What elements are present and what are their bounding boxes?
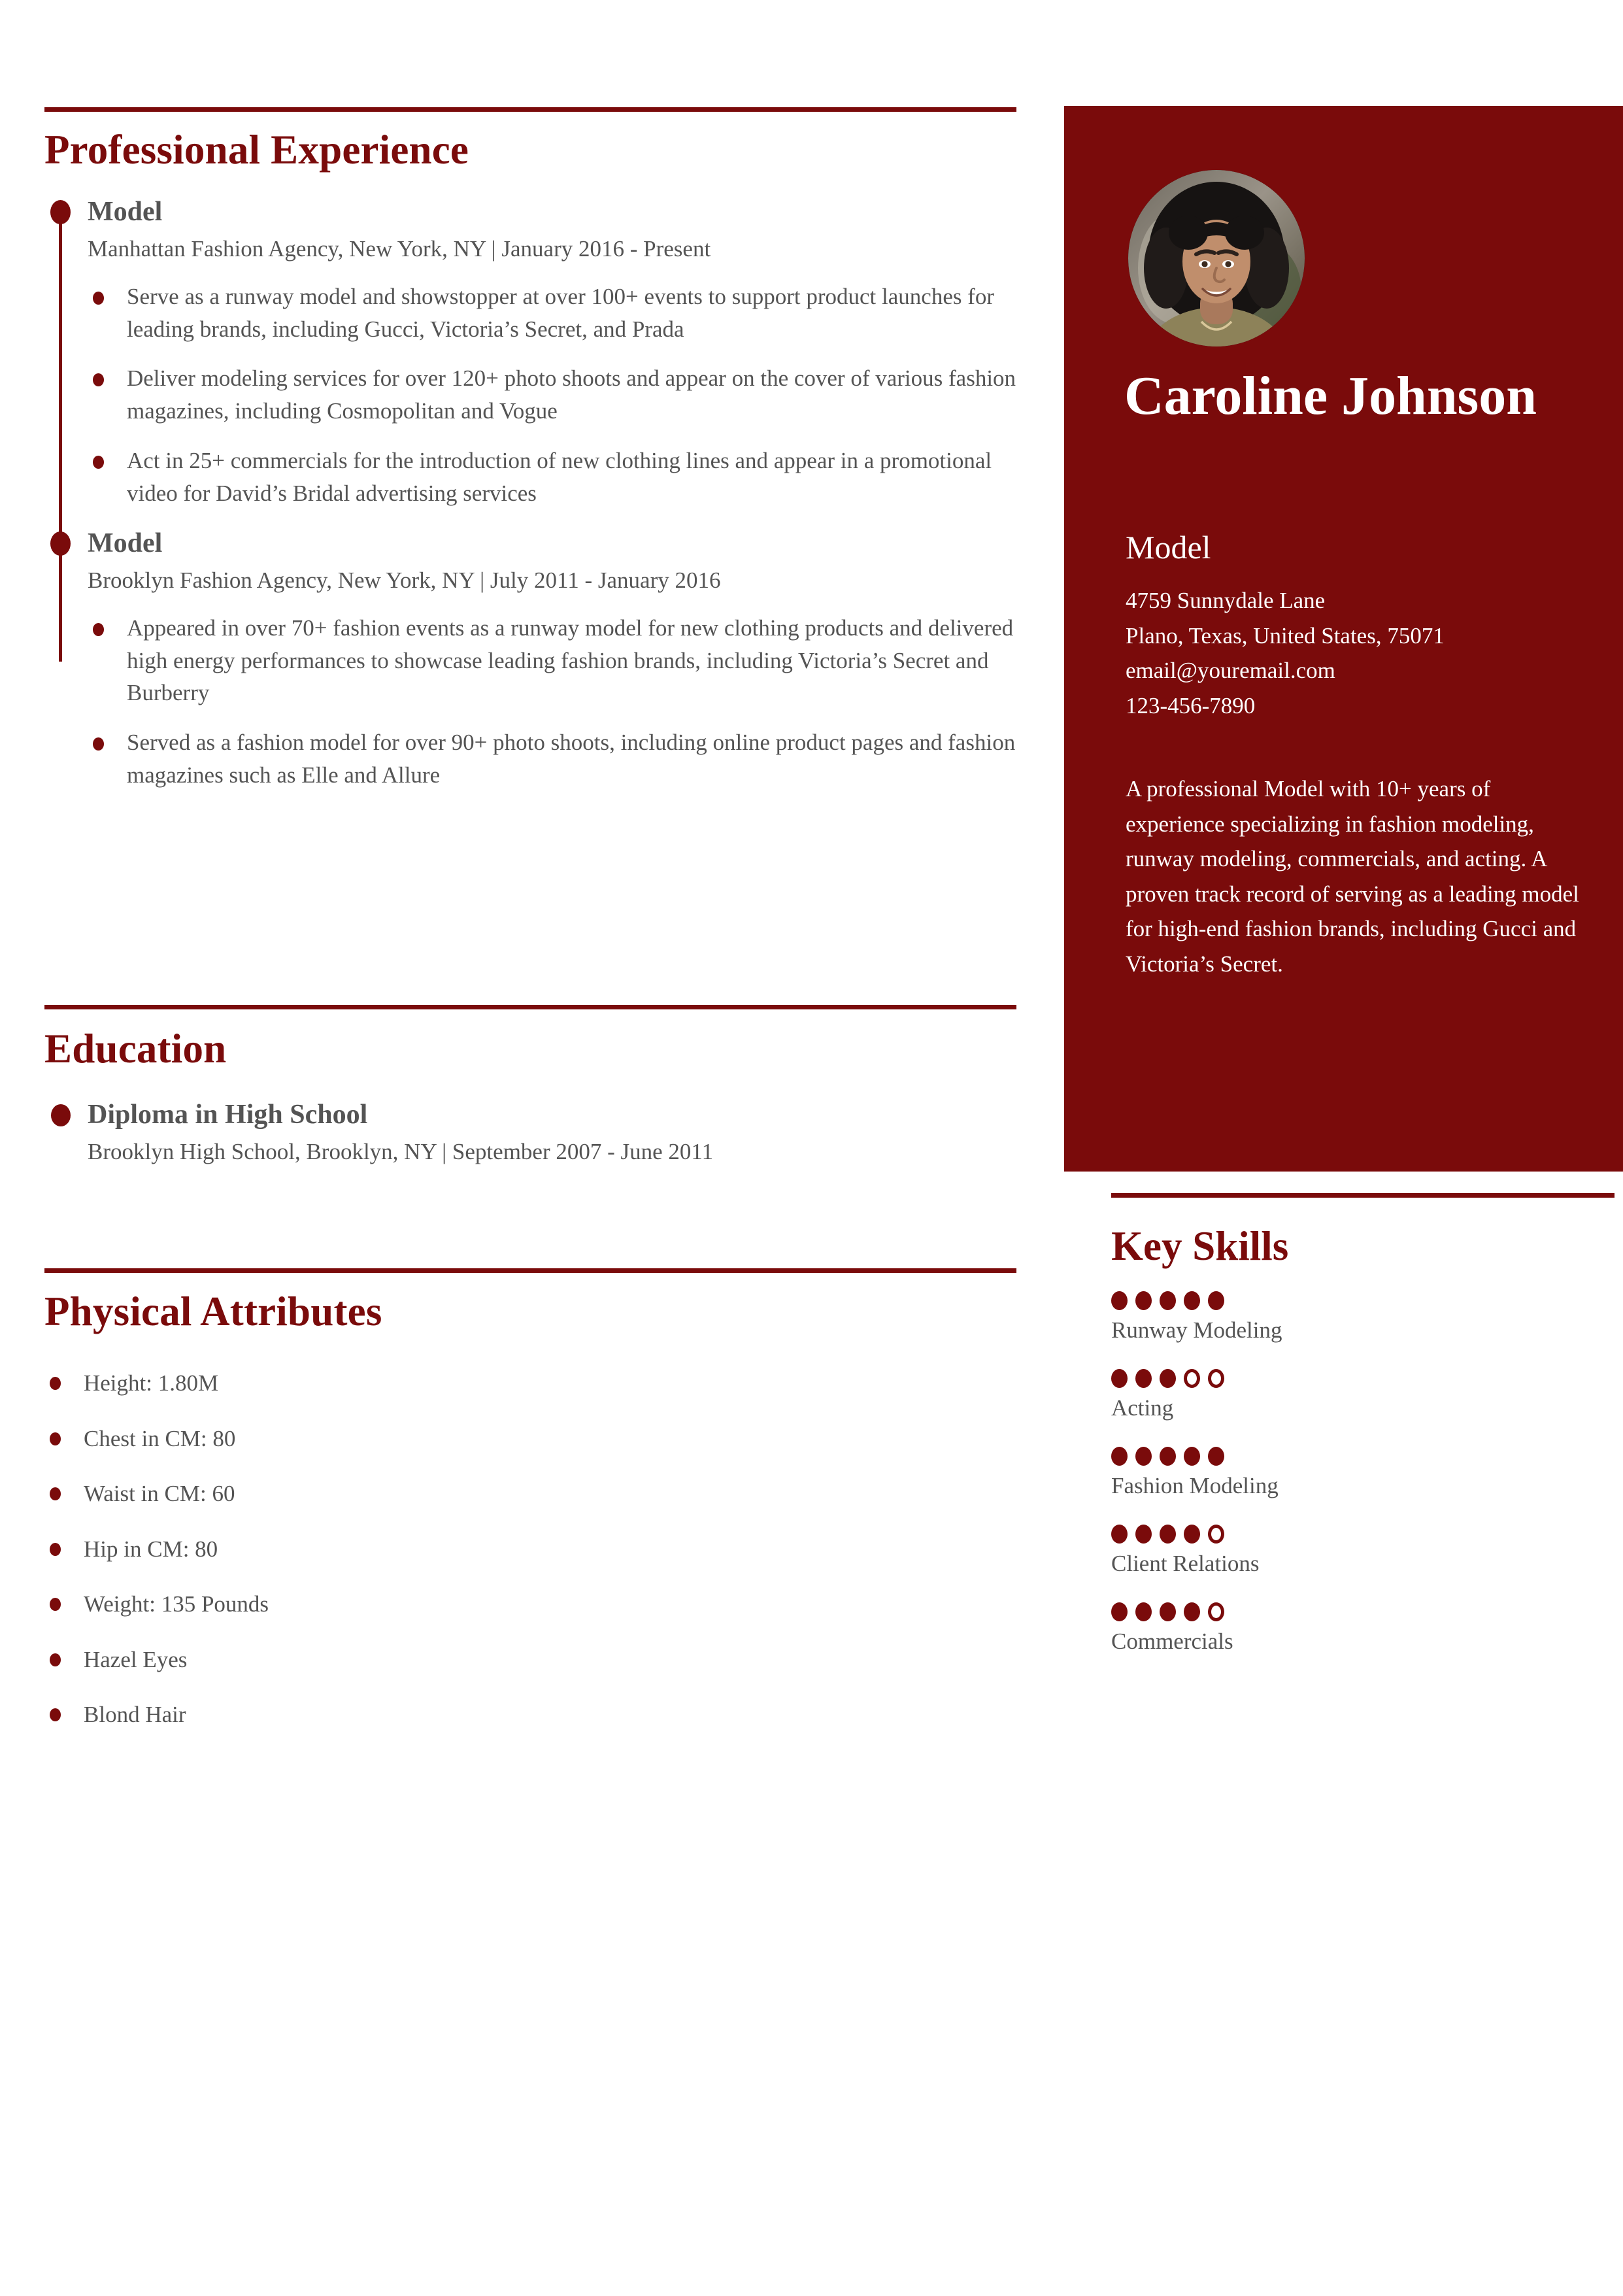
attribute-item: Height: 1.80M bbox=[44, 1368, 1018, 1398]
sidebar-column bbox=[1064, 0, 1623, 2296]
rating-dot-filled bbox=[1111, 1369, 1128, 1388]
rating-dot-filled bbox=[1160, 1291, 1176, 1310]
main-content-column bbox=[44, 0, 1018, 2296]
rating-dot-filled bbox=[1208, 1291, 1224, 1310]
skill-item bbox=[1111, 1602, 1608, 1655]
education-section bbox=[44, 1026, 1018, 1166]
rating-dot-filled bbox=[1111, 1602, 1128, 1621]
experience-heading: Professional Experience bbox=[44, 127, 469, 173]
skill-rating bbox=[1111, 1369, 1608, 1388]
physical-attributes-list bbox=[44, 1368, 1018, 1730]
physical-attributes-heading: Physical Attributes bbox=[44, 1289, 382, 1334]
skill-rating bbox=[1111, 1602, 1608, 1621]
rating-dot-filled bbox=[1135, 1525, 1152, 1544]
job-meta: Manhattan Fashion Agency, New York, NY | January 2016 - Present bbox=[88, 235, 711, 262]
timeline-node-icon bbox=[50, 200, 71, 224]
experience-section bbox=[44, 127, 1018, 808]
rating-dot-filled bbox=[1208, 1447, 1224, 1466]
attribute-item: Waist in CM: 60 bbox=[44, 1479, 1018, 1509]
rating-dot-filled bbox=[1111, 1291, 1128, 1310]
education-meta: Brooklyn High School, Brooklyn, NY | September 2007 - June 2011 bbox=[88, 1138, 714, 1164]
attribute-item: Hazel Eyes bbox=[44, 1645, 1018, 1675]
experience-job bbox=[44, 196, 1018, 509]
rating-dot-filled bbox=[1135, 1369, 1152, 1388]
job-meta: Brooklyn Fashion Agency, New York, NY | July 2011 - January 2016 bbox=[88, 567, 721, 593]
skill-rating bbox=[1111, 1291, 1608, 1310]
rating-dot-filled bbox=[1135, 1291, 1152, 1310]
rating-dot-filled bbox=[1111, 1525, 1128, 1544]
rating-dot-filled bbox=[1160, 1369, 1176, 1388]
skill-item bbox=[1111, 1369, 1608, 1422]
rating-dot-empty bbox=[1208, 1525, 1224, 1544]
job-bullet: Serve as a runway model and showstopper at over 100+ events to support product launches for leading brands, including Gucci, Victoria’s Secret, and Prada bbox=[88, 280, 1018, 345]
key-skills-divider bbox=[1111, 1193, 1615, 1198]
rating-dot-empty bbox=[1184, 1369, 1200, 1388]
skill-item bbox=[1111, 1525, 1608, 1578]
education-entry bbox=[44, 1099, 1018, 1166]
rating-dot-empty bbox=[1208, 1369, 1224, 1388]
key-skills-heading: Key Skills bbox=[1111, 1223, 1289, 1269]
rating-dot-filled bbox=[1184, 1602, 1200, 1621]
contact-street: 4759 Sunnydale Lane bbox=[1126, 588, 1326, 613]
rating-dot-filled bbox=[1184, 1447, 1200, 1466]
rating-dot-filled bbox=[1184, 1525, 1200, 1544]
experience-divider bbox=[44, 107, 1016, 112]
sidebar-hero-panel bbox=[1064, 106, 1623, 1172]
avatar bbox=[1128, 170, 1305, 346]
skill-label: Acting bbox=[1111, 1395, 1174, 1421]
rating-dot-filled bbox=[1111, 1447, 1128, 1466]
skill-rating bbox=[1111, 1525, 1608, 1544]
attribute-item: Weight: 135 Pounds bbox=[44, 1589, 1018, 1619]
skill-rating bbox=[1111, 1447, 1608, 1466]
job-title: Model bbox=[88, 528, 163, 559]
job-bullet-list bbox=[88, 280, 1018, 509]
skill-item bbox=[1111, 1447, 1608, 1500]
job-bullet: Deliver modeling services for over 120+ photo shoots and appear on the cover of various fashion magazines, including Cosmopolitan and Vogue bbox=[88, 362, 1018, 427]
rating-dot-filled bbox=[1135, 1602, 1152, 1621]
job-bullet-list bbox=[88, 612, 1018, 791]
experience-timeline bbox=[44, 196, 1018, 791]
job-bullet: Served as a fashion model for over 90+ photo shoots, including online product pages and fashion magazines such as Elle and Allure bbox=[88, 726, 1018, 791]
skill-label: Runway Modeling bbox=[1111, 1317, 1282, 1343]
rating-dot-filled bbox=[1160, 1447, 1176, 1466]
contact-city-state-zip: Plano, Texas, United States, 75071 bbox=[1126, 622, 1445, 649]
professional-summary: A professional Model with 10+ years of experience specializing in fashion modeling, runway modeling, commercials, and acting. A proven track record of serving as a leading model for high-end fashion brands, including Gucci and Victoria’s Secret. bbox=[1126, 776, 1579, 977]
education-divider bbox=[44, 1005, 1016, 1009]
job-bullet: Appeared in over 70+ fashion events as a runway model for new clothing products and delivered high energy performances to showcase leading fashion brands, including Victoria’s Secret and Burberry bbox=[88, 612, 1018, 709]
skill-label: Fashion Modeling bbox=[1111, 1473, 1279, 1498]
attributes-divider bbox=[44, 1268, 1016, 1273]
attribute-item: Blond Hair bbox=[44, 1700, 1018, 1730]
person-role: Model bbox=[1126, 529, 1211, 566]
skill-item bbox=[1111, 1291, 1608, 1344]
rating-dot-filled bbox=[1160, 1525, 1176, 1544]
contact-email[interactable]: email@youremail.com bbox=[1126, 658, 1335, 684]
rating-dot-empty bbox=[1208, 1602, 1224, 1621]
physical-attributes-section bbox=[44, 1289, 1018, 1755]
education-degree: Diploma in High School bbox=[88, 1100, 368, 1130]
contact-phone[interactable]: 123-456-7890 bbox=[1126, 692, 1256, 718]
rating-dot-filled bbox=[1184, 1291, 1200, 1310]
attribute-item: Chest in CM: 80 bbox=[44, 1424, 1018, 1454]
contact-block bbox=[1126, 583, 1583, 723]
job-title: Model bbox=[88, 197, 163, 228]
rating-dot-filled bbox=[1160, 1602, 1176, 1621]
education-heading: Education bbox=[44, 1026, 227, 1072]
skill-label: Commercials bbox=[1111, 1629, 1233, 1654]
job-bullet: Act in 25+ commercials for the introduction of new clothing lines and appear in a promotional video for David’s Bridal advertising services bbox=[88, 445, 1018, 509]
key-skills-list bbox=[1111, 1291, 1608, 1680]
timeline-node-icon bbox=[50, 532, 71, 556]
page-title: Caroline Johnson bbox=[1124, 365, 1537, 426]
rating-dot-filled bbox=[1135, 1447, 1152, 1466]
education-bullet-icon bbox=[51, 1104, 71, 1126]
experience-job bbox=[44, 528, 1018, 791]
skill-label: Client Relations bbox=[1111, 1551, 1260, 1576]
attribute-item: Hip in CM: 80 bbox=[44, 1534, 1018, 1564]
